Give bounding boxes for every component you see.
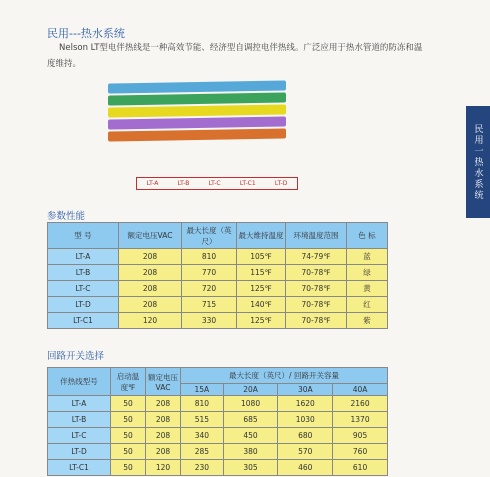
table-header: 色 标	[347, 223, 388, 249]
cable-strip-orange	[108, 128, 286, 141]
table-cell: LT-D	[48, 297, 119, 313]
table-cell: 1080	[223, 396, 278, 412]
table-cell: 红	[347, 297, 388, 313]
table-header: 额定电压VAC	[146, 368, 181, 396]
table-cell: 50	[111, 396, 146, 412]
table-cell: LT-C1	[48, 313, 119, 329]
table-cell: 905	[333, 428, 388, 444]
table-row	[48, 297, 388, 313]
table-cell: LT-C1	[48, 460, 111, 476]
table-cell: LT-D	[48, 444, 111, 460]
table-cell: 黄	[347, 281, 388, 297]
cable-strip-purple	[108, 116, 286, 129]
table-cell: 810	[182, 249, 237, 265]
table-cell: 208	[146, 428, 181, 444]
table-cell: LT-C	[48, 281, 119, 297]
table-cell: 450	[223, 428, 278, 444]
table-cell: 460	[278, 460, 333, 476]
table-row	[48, 412, 388, 428]
table-cell: 720	[182, 281, 237, 297]
table-header: 最大维持温度	[237, 223, 286, 249]
table-cell: 70-78℉	[286, 313, 347, 329]
table-cell: 680	[278, 428, 333, 444]
table-row	[48, 265, 388, 281]
table-row	[48, 444, 388, 460]
table-subheader: 15A	[181, 384, 224, 396]
cable-strip-yellow	[108, 104, 286, 117]
intro-text: Nelson LT型电伴热线是一种高效节能、经济型自调控电伴热线。广泛应用于热水管道的防冻和温度维持。	[47, 43, 423, 69]
table-cell: 570	[278, 444, 333, 460]
cable-label: LT-A	[146, 180, 159, 187]
table-cell: LT-C	[48, 428, 111, 444]
table-row	[48, 460, 388, 476]
page-title: 民用---热水系统	[47, 27, 125, 40]
table-cell: 115℉	[237, 265, 286, 281]
section-title-params: 参数性能	[47, 211, 86, 222]
table-cell: 1370	[333, 412, 388, 428]
cable-label: LT-C1	[239, 180, 256, 187]
table-cell: 208	[146, 396, 181, 412]
table-cell: 810	[181, 396, 224, 412]
table-cell: 2160	[333, 396, 388, 412]
cable-label: LT-D	[274, 180, 288, 187]
table-cell: 715	[182, 297, 237, 313]
table-cell: 208	[119, 265, 182, 281]
table-cell: 50	[111, 428, 146, 444]
table-cell: 蓝	[347, 249, 388, 265]
table-cell: LT-A	[48, 396, 111, 412]
table-cell: 610	[333, 460, 388, 476]
table-cell: 50	[111, 412, 146, 428]
table-cell: 70-78℉	[286, 265, 347, 281]
table-cell: 120	[146, 460, 181, 476]
table-cell: 50	[111, 460, 146, 476]
table-cell: 305	[223, 460, 278, 476]
table-cell: LT-B	[48, 265, 119, 281]
table-cell: 208	[119, 297, 182, 313]
table-header: 启动温度℉	[111, 368, 146, 396]
table-cell: LT-A	[48, 249, 119, 265]
table-subheader: 20A	[223, 384, 278, 396]
table-cell: 760	[333, 444, 388, 460]
cable-image	[108, 80, 286, 157]
cable-label: LT-C	[208, 180, 221, 187]
table-cell: 绿	[347, 265, 388, 281]
table-cell: 140℉	[237, 297, 286, 313]
table-header: 最大长度（英尺）	[182, 223, 237, 249]
table-header: 伴热线型号	[48, 368, 111, 396]
side-tab: 民用一热水系统	[466, 106, 490, 218]
cable-legend	[136, 177, 298, 190]
table-cell: 230	[181, 460, 224, 476]
table-cell: 770	[182, 265, 237, 281]
breaker-table	[47, 367, 388, 476]
table-cell: 330	[182, 313, 237, 329]
table-cell: 208	[119, 281, 182, 297]
cable-strip-green	[108, 92, 286, 105]
table-header: 额定电压VAC	[119, 223, 182, 249]
section-title-breaker: 回路开关选择	[47, 351, 105, 362]
table-header: 环境温度范围	[286, 223, 347, 249]
table-cell: 74-79℉	[286, 249, 347, 265]
table-cell: 70-78℉	[286, 297, 347, 313]
table-row	[48, 396, 388, 412]
table-cell: 515	[181, 412, 224, 428]
table-subheader: 40A	[333, 384, 388, 396]
table-cell: 70-78℉	[286, 281, 347, 297]
params-table	[47, 222, 388, 329]
table-row	[48, 313, 388, 329]
table-row	[48, 428, 388, 444]
cable-label: LT-B	[177, 180, 190, 187]
table-cell: 208	[119, 249, 182, 265]
table-subheader: 30A	[278, 384, 333, 396]
table-header: 型 号	[48, 223, 119, 249]
table-cell: 340	[181, 428, 224, 444]
table-header: 最大长度（英尺）/ 回路开关容量	[181, 368, 388, 384]
table-row	[48, 281, 388, 297]
table-cell: 120	[119, 313, 182, 329]
table-cell: 105℉	[237, 249, 286, 265]
table-cell: 125℉	[237, 281, 286, 297]
table-row	[48, 249, 388, 265]
table-cell: 1030	[278, 412, 333, 428]
table-cell: 1620	[278, 396, 333, 412]
table-cell: 685	[223, 412, 278, 428]
table-cell: 125℉	[237, 313, 286, 329]
table-cell: 208	[146, 444, 181, 460]
table-cell: 紫	[347, 313, 388, 329]
table-cell: 285	[181, 444, 224, 460]
table-cell: LT-B	[48, 412, 111, 428]
table-cell: 208	[146, 412, 181, 428]
table-cell: 50	[111, 444, 146, 460]
cable-strip-blue	[108, 80, 286, 93]
table-cell: 380	[223, 444, 278, 460]
